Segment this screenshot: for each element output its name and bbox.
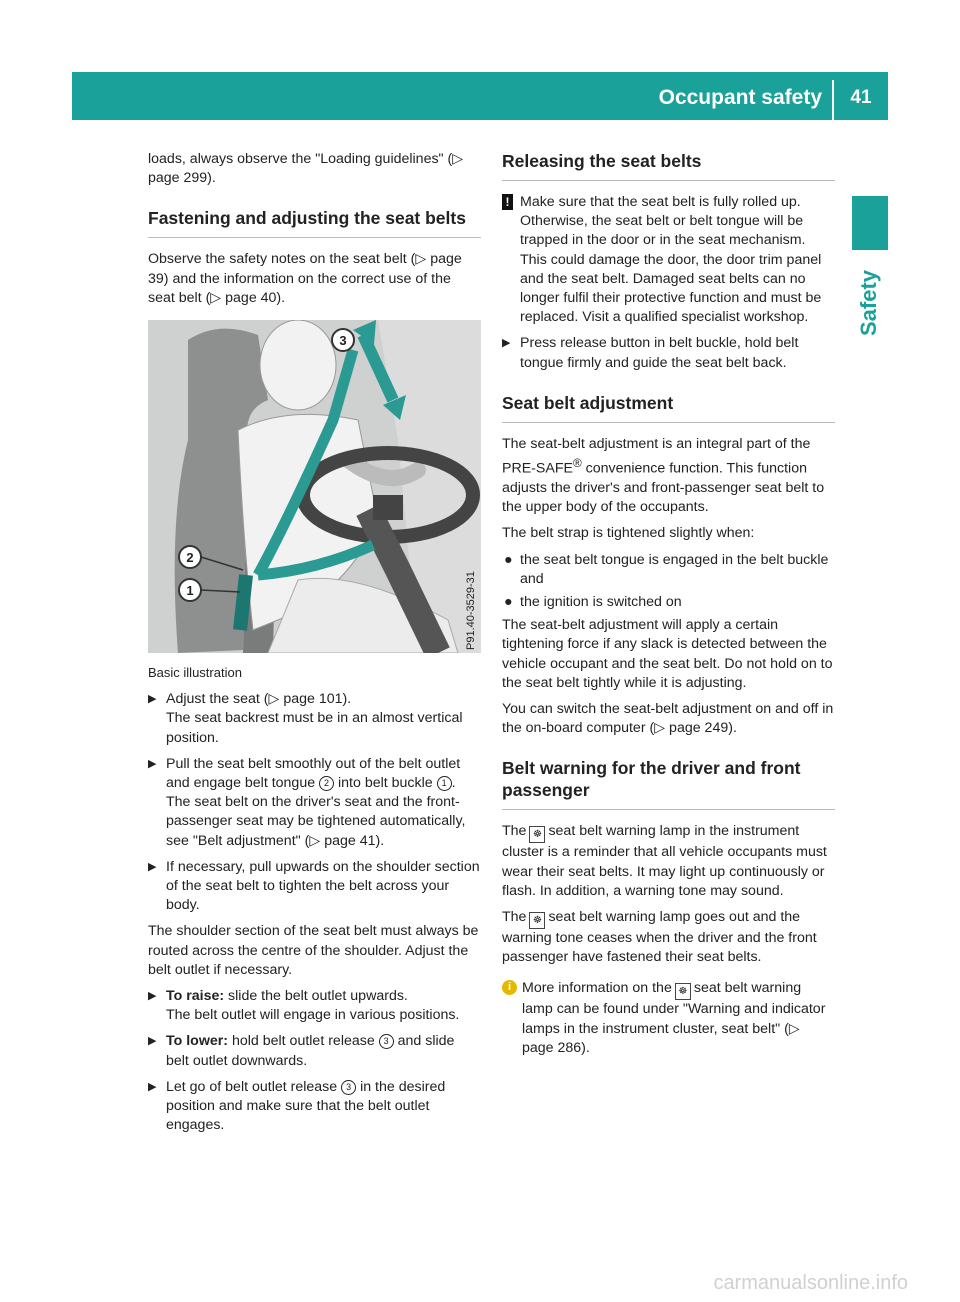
bullet-icon: ●: [504, 551, 513, 568]
step-raise: ▶ To raise: slide the belt outlet upwards. The belt outlet will engage in various positions.: [148, 988, 460, 1024]
callout-ref-3: 3: [379, 1034, 394, 1049]
callout-ref-2: 2: [319, 776, 334, 791]
seat-belt-warning-icon: ☸: [675, 983, 691, 1000]
switch-adjustment-text: You can switch the seat-belt adjustment on and off in the on-board computer (▷ page 249).: [502, 701, 834, 737]
page-number: 41: [850, 87, 872, 108]
step-arrow-icon: ▶: [502, 337, 511, 350]
step-arrow-icon: ▶: [148, 693, 157, 706]
callout-3: [332, 329, 354, 351]
step-pull-belt: ▶ Pull the seat belt smoothly out of the belt outlet and engage belt tongue 2 into belt buckle 1 . The seat belt on the driver's seat and the front-passenger seat may be tightened automatically, see "Belt adjustment" (▷ page 41).: [148, 755, 466, 849]
step-press-release: ▶ Press release button in belt buckle, hold belt tongue firmly and guide the seat belt back.: [502, 335, 799, 371]
warning-note: ! Make sure that the seat belt is fully rolled up. Otherwise, the seat belt or belt tongue will be trapped in the door or in the seat mechanism. This could damage the door, the door trim panel and the seat belt. Damaged seat belts can no longer fulfil their protective function and must be replaced. Visit a qualified specialist workshop.: [502, 193, 835, 327]
step-adjust-seat: ▶ Adjust the seat (▷ page 101). The seat backrest must be in an almost vertical position.: [148, 691, 463, 746]
step-arrow-icon: ▶: [148, 757, 157, 770]
adjustment-text: The seat-belt adjustment is an integral part of the PRE-SAFE® convenience function. This function adjusts the driver's and front-passenger seat belt to the upper body of the occupants.: [502, 435, 825, 516]
section-tab: [852, 196, 888, 250]
svg-text:1: 1: [186, 583, 194, 599]
seat-belt-figure: [148, 320, 481, 653]
section-heading-belt-warning: Belt warning for the driver and front passenger: [502, 757, 835, 810]
tightened-intro: The belt strap is tightened slightly when:: [502, 525, 755, 542]
section-label: Safety: [856, 269, 881, 337]
step-arrow-icon: ▶: [148, 860, 157, 873]
watermark: carmanualsonline.info: [713, 1272, 908, 1294]
intro-text: loads, always observe the "Loading guidelines" (▷ page 299).: [148, 151, 464, 187]
seat-belt-illustration: [148, 320, 481, 653]
step-release: ▶ Let go of belt outlet release 3 in the desired position and make sure that the belt outlet engages.: [148, 1078, 446, 1134]
bullet-item: ● the seat belt tongue is engaged in the belt buckle and: [504, 551, 829, 587]
belt-warning-text-2: The ☸ seat belt warning lamp goes out and the warning tone ceases when the driver and the front passenger have fastened their seat belts.: [502, 909, 817, 966]
svg-text:3: 3: [339, 333, 347, 349]
figure-caption: Basic illustration: [148, 665, 242, 681]
section-heading-fastening: Fastening and adjusting the seat belts: [148, 207, 481, 238]
seat-belt-warning-icon: ☸: [529, 826, 545, 843]
seat-belt-warning-icon: ☸: [529, 912, 545, 929]
bullet-item: ● the ignition is switched on: [502, 593, 835, 612]
step-arrow-icon: ▶: [148, 990, 157, 1003]
info-note: i More information on the ☸ seat belt warning lamp can be found under "Warning and indicator lamps in the instrument cluster, seat belt" (▷ page 286).: [502, 979, 835, 1058]
callout-ref-3: 3: [341, 1080, 356, 1095]
step-lower: ▶ To lower: hold belt outlet release 3 and slide belt outlet downwards.: [148, 1033, 455, 1069]
right-column: [502, 150, 835, 1065]
bullet-icon: ●: [504, 593, 513, 610]
step-arrow-icon: ▶: [148, 1080, 157, 1093]
section-heading-adjustment: Seat belt adjustment: [502, 392, 835, 423]
safety-notes-text: Observe the safety notes on the seat belt (▷ page 39) and the information on the correct use of the seat belt (▷ page 40).: [148, 251, 462, 306]
svg-text:2: 2: [186, 550, 194, 566]
section-heading-releasing: Releasing the seat belts: [502, 150, 835, 181]
page-title: Occupant safety: [658, 86, 822, 109]
info-icon: i: [502, 980, 517, 995]
callout-ref-1: 1: [437, 776, 452, 791]
left-column: [148, 150, 481, 1142]
warning-icon: !: [502, 194, 513, 210]
tightening-force-text: The seat-belt adjustment will apply a certain tightening force if any slack is detected between the vehicle occupant and the seat belt. Do not hold on to the seat belt tightly while it is adjusting.: [502, 617, 833, 691]
belt-warning-text-1: The ☸ seat belt warning lamp in the instrument cluster is a reminder that all vehicle occupants must wear their seat belts. It may light up continuously or flash. In addition, a warning tone may sound.: [502, 823, 827, 899]
shoulder-routing-text: The shoulder section of the seat belt must always be routed across the centre of the shoulder. Adjust the belt outlet if necessary.: [148, 923, 479, 978]
figure-code: P91.40-3529-31: [465, 571, 477, 651]
step-tighten-belt: ▶ If necessary, pull upwards on the shoulder section of the seat belt to tighten the belt across your body.: [148, 858, 480, 914]
step-arrow-icon: ▶: [148, 1035, 157, 1048]
